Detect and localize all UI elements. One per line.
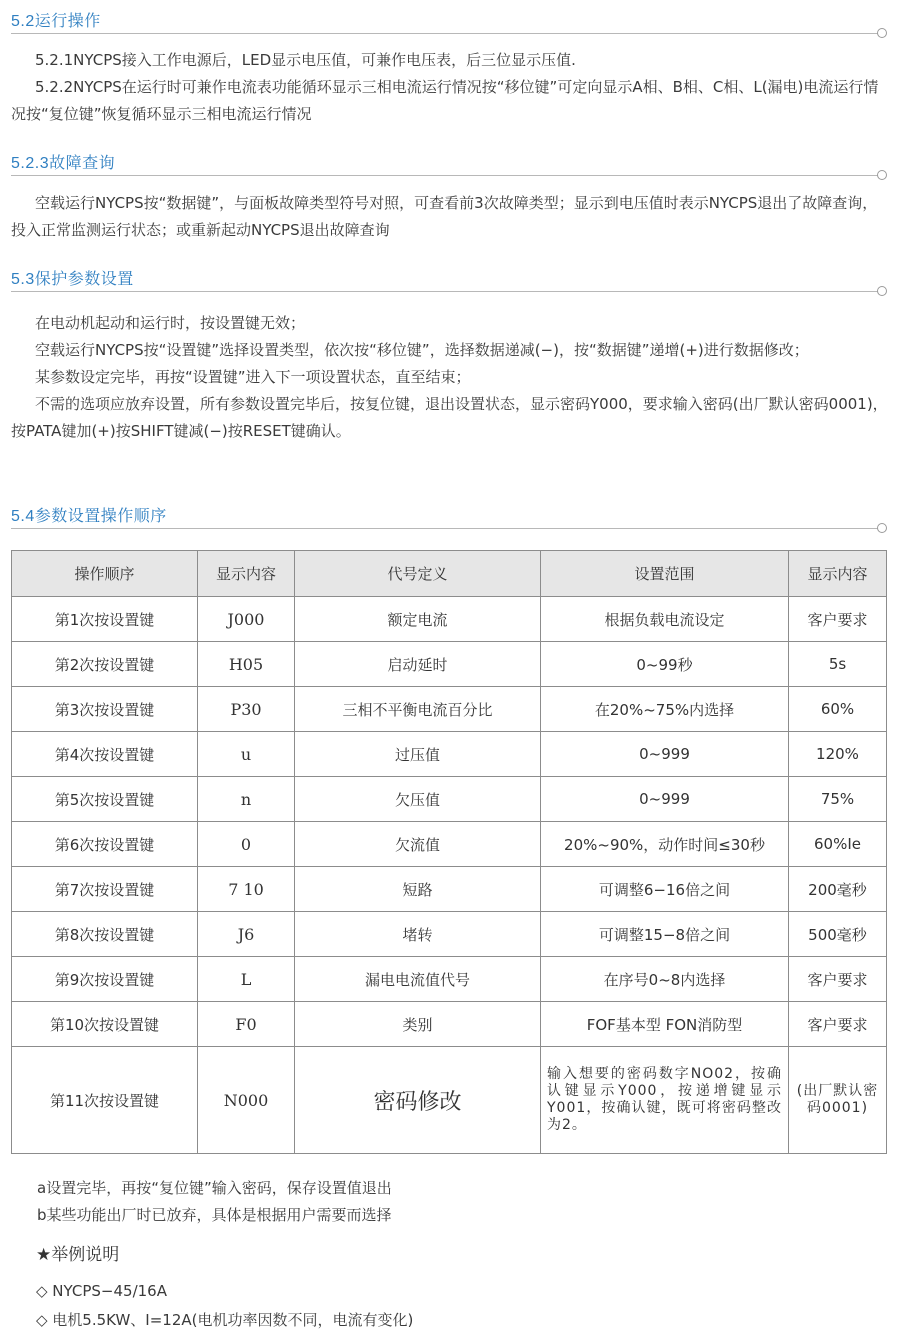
cell-definition: 堵转: [295, 912, 541, 957]
cell-code: H05: [198, 642, 295, 687]
example-title: ★举例说明: [36, 1245, 120, 1265]
example-item: ◇ 电机5.5KW、I=12A(电机功率因数不同，电流有变化): [36, 1311, 414, 1329]
cell-range: 20%~90%，动作时间≤30秒: [541, 822, 789, 867]
table-row: [12, 1002, 887, 1047]
table-row: [12, 1047, 887, 1154]
note-item: b某些功能出厂时已放弃，具体是根据用户需要而选择: [37, 1206, 392, 1224]
cell-code: 0: [198, 822, 295, 867]
table-row: [12, 642, 887, 687]
cell-code: n: [198, 777, 295, 822]
cell-range: 可调整6−16倍之间: [541, 867, 789, 912]
paragraph: 5.2.2NYCPS在运行时可兼作电流表功能循环显示三相电流运行情况按“移位键”可定向显示A相、B相、C相、L(漏电)电流运行情况按“复位键”恢复循环显示三相电流运行情况: [11, 78, 879, 123]
note-item: a设置完毕，再按“复位键”输入密码，保存设置值退出: [37, 1179, 392, 1197]
header-display: 显示内容: [789, 551, 887, 597]
table-header-row: [12, 551, 887, 597]
section-title: 5.4参数设置操作顺序: [11, 508, 167, 525]
section-divider: [11, 175, 882, 176]
cell-definition: 漏电电流值代号: [295, 957, 541, 1002]
cell-range: 0~99秒: [541, 642, 789, 687]
header-step: 操作顺序: [12, 551, 198, 597]
section-divider: [11, 291, 882, 292]
paragraph: 5.2.1NYCPS接入工作电源后，LED显示电压值，可兼作电压表，后三位显示压值.: [35, 51, 576, 69]
cell-display: (出厂默认密码0001): [789, 1047, 887, 1154]
cell-code: F0: [198, 1002, 295, 1047]
cell-step: 第9次按设置键: [12, 957, 198, 1002]
table-row: [12, 912, 887, 957]
cell-definition: 启动延时: [295, 642, 541, 687]
cell-display: 客户要求: [789, 1002, 887, 1047]
cell-range: 可调整15−8倍之间: [541, 912, 789, 957]
cell-display: 75%: [789, 777, 887, 822]
circle-icon: [877, 286, 887, 296]
table-row: [12, 822, 887, 867]
cell-step: 第6次按设置键: [12, 822, 198, 867]
circle-icon: [877, 170, 887, 180]
notes: [37, 1175, 392, 1229]
cell-code: J000: [198, 597, 295, 642]
cell-step: 第4次按设置键: [12, 732, 198, 777]
cell-step: 第1次按设置键: [12, 597, 198, 642]
cell-range: 0~999: [541, 777, 789, 822]
cell-code: 7 10: [198, 867, 295, 912]
paragraph: 某参数设定完毕，再按“设置键”进入下一项设置状态，直至结束；: [35, 368, 471, 386]
cell-definition: 过压值: [295, 732, 541, 777]
paragraph: 在电动机起动和运行时，按设置键无效；: [35, 314, 306, 332]
circle-icon: [877, 28, 887, 38]
cell-code: P30: [198, 687, 295, 732]
header-definition: 代号定义: [295, 551, 541, 597]
cell-display: 客户要求: [789, 597, 887, 642]
cell-display: 60%Ie: [789, 822, 887, 867]
cell-code: N000: [198, 1047, 295, 1154]
section-5-3-body: [11, 310, 891, 445]
cell-display: 120%: [789, 732, 887, 777]
section-title: 5.2.3故障查询: [11, 155, 116, 172]
cell-step: 第11次按设置键: [12, 1047, 198, 1154]
cell-definition: 短路: [295, 867, 541, 912]
section-divider: [11, 33, 882, 34]
section-5-2-body: [11, 47, 891, 128]
cell-step: 第7次按设置键: [12, 867, 198, 912]
cell-step: 第3次按设置键: [12, 687, 198, 732]
cell-range: 在20%~75%内选择: [541, 687, 789, 732]
cell-display: 200毫秒: [789, 867, 887, 912]
cell-code: J6: [198, 912, 295, 957]
paragraph: 不需的选项应放弃设置，所有参数设置完毕后，按复位键，退出设置状态，显示密码Y000，要求输入密码(出厂默认密码0001)，按PATA键加(+)按SHIFT键减(−)按RESET键确认。: [11, 395, 888, 440]
cell-range: 输入想要的密码数字NO02，按确认键显示Y000，按递增键显示Y001，按确认键，既可将密码整改为2。: [541, 1047, 789, 1154]
cell-code: L: [198, 957, 295, 1002]
cell-definition: 额定电流: [295, 597, 541, 642]
header-code: 显示内容: [198, 551, 295, 597]
cell-range: 根据负载电流设定: [541, 597, 789, 642]
settings-table: [11, 550, 887, 1154]
cell-definition: 密码修改: [295, 1047, 541, 1154]
paragraph: 空载运行NYCPS按“设置键”选择设置类型，依次按“移位键”，选择数据递减(−)，按“数据键”递增(+)进行数据修改；: [35, 341, 809, 359]
cell-code: u: [198, 732, 295, 777]
table-row: [12, 687, 887, 732]
cell-definition: 欠压值: [295, 777, 541, 822]
header-range: 设置范围: [541, 551, 789, 597]
cell-range: 0~999: [541, 732, 789, 777]
example-item: ◇ NYCPS−45/16A: [36, 1282, 167, 1300]
table-row: [12, 777, 887, 822]
cell-display: 60%: [789, 687, 887, 732]
cell-step: 第10次按设置键: [12, 1002, 198, 1047]
cell-range: 在序号0~8内选择: [541, 957, 789, 1002]
cell-definition: 欠流值: [295, 822, 541, 867]
cell-display: 客户要求: [789, 957, 887, 1002]
cell-step: 第8次按设置键: [12, 912, 198, 957]
table-row: [12, 957, 887, 1002]
table-row: [12, 597, 887, 642]
paragraph: 空载运行NYCPS按“数据键”，与面板故障类型符号对照，可查看前3次故障类型；显示到电压值时表示NYCPS退出了故障查询，投入正常监测运行状态；或重新起动NYCPS退出故障查询: [11, 194, 878, 239]
table-row: [12, 732, 887, 777]
section-divider: [11, 528, 882, 529]
cell-definition: 三相不平衡电流百分比: [295, 687, 541, 732]
section-title: 5.3保护参数设置: [11, 271, 134, 288]
cell-display: 5s: [789, 642, 887, 687]
section-5-2-3-body: [11, 190, 891, 244]
table-row: [12, 867, 887, 912]
cell-step: 第5次按设置键: [12, 777, 198, 822]
section-title: 5.2运行操作: [11, 13, 101, 30]
cell-display: 500毫秒: [789, 912, 887, 957]
cell-step: 第2次按设置键: [12, 642, 198, 687]
cell-definition: 类别: [295, 1002, 541, 1047]
cell-range: FOF基本型 FON消防型: [541, 1002, 789, 1047]
circle-icon: [877, 523, 887, 533]
